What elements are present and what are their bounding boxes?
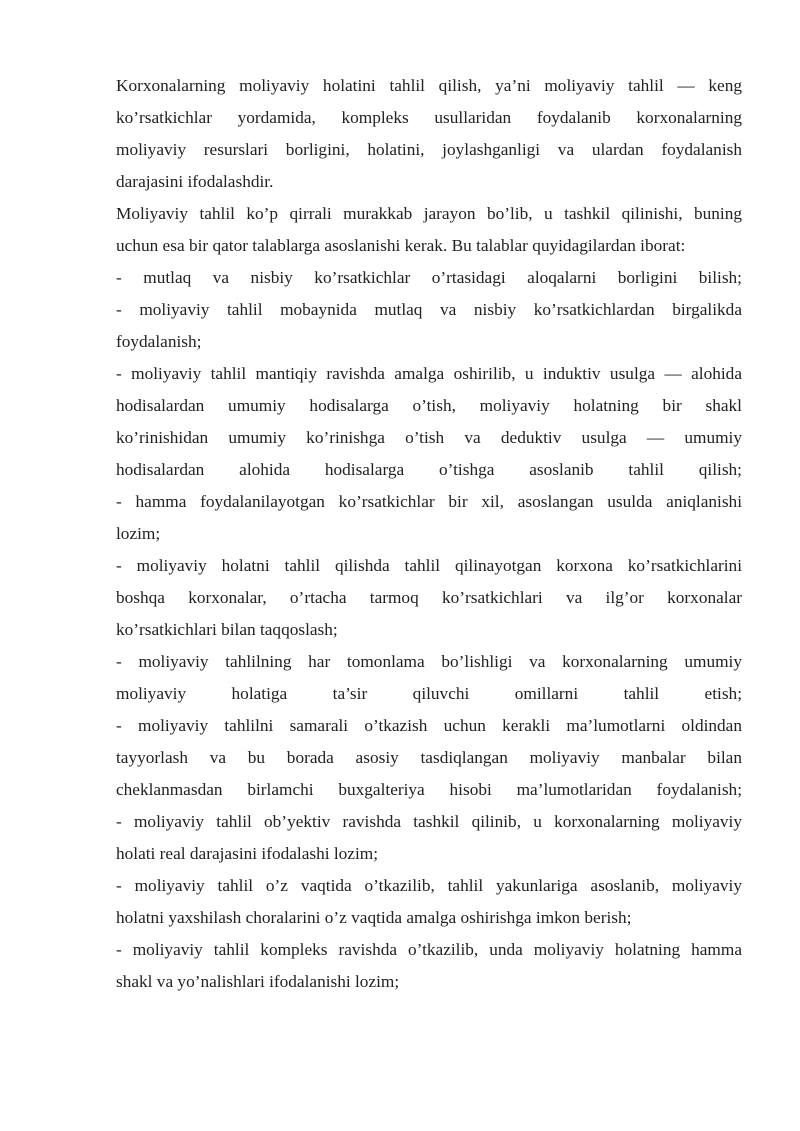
text-line: - moliyaviy tahlilning har tomonlama bo’lishligi va korxonalarning umumiy xyxy=(116,652,742,671)
paragraph xyxy=(116,198,742,262)
list-item xyxy=(116,294,742,358)
list-item xyxy=(116,934,742,998)
text-line: ko’rsatkichlar yordamida, kompleks usullaridan foydalanib korxonalarning xyxy=(116,108,742,127)
list-item xyxy=(116,870,742,934)
text-line: hodisalardan umumiy hodisalarga o’tish, moliyaviy holatning bir shakl xyxy=(116,396,742,415)
text-line: moliyaviy resurslari borligini, holatini, joylashganligi va ulardan foydalanish xyxy=(116,140,742,159)
text-line: foydalanish; xyxy=(116,332,202,351)
text-line: ko’rinishidan umumiy ko’rinishga o’tish va deduktiv usulga — umumiy xyxy=(116,428,742,447)
text-line: boshqa korxonalar, o’rtacha tarmoq ko’rsatkichlari va ilg’or korxonalar xyxy=(116,588,742,607)
text-line: holatni yaxshilash choralarini o’z vaqtida amalga oshirishga imkon berish; xyxy=(116,908,632,927)
text-line: - moliyaviy tahlil kompleks ravishda o’tkazilib, unda moliyaviy holatning hamma xyxy=(116,940,742,959)
text-line: - mutlaq va nisbiy ko’rsatkichlar o’rtasidagi aloqalarni borligini bilish; xyxy=(116,268,742,287)
list-item xyxy=(116,806,742,870)
document-page xyxy=(116,70,742,998)
text-line: cheklanmasdan birlamchi buxgalteriya hisobi ma’lumotlaridan foydalanish; xyxy=(116,780,742,799)
text-line: - moliyaviy tahlil o’z vaqtida o’tkazilib, tahlil yakunlariga asoslanib, moliyaviy xyxy=(116,876,742,895)
text-line: ko’rsatkichlari bilan taqqoslash; xyxy=(116,620,338,639)
list-item xyxy=(116,358,742,486)
text-line: uchun esa bir qator talablarga asoslanishi kerak. Bu talablar quyidagilardan iborat: xyxy=(116,236,686,255)
text-line: shakl va yo’nalishlari ifodalanishi lozim; xyxy=(116,972,400,991)
text-line: tayyorlash va bu borada asosiy tasdiqlangan moliyaviy manbalar bilan xyxy=(116,748,742,767)
list-item xyxy=(116,646,742,710)
text-line: holati real darajasini ifodalashi lozim; xyxy=(116,844,379,863)
text-line: Korxonalarning moliyaviy holatini tahlil qilish, ya’ni moliyaviy tahlil — keng xyxy=(116,76,742,95)
text-line: lozim; xyxy=(116,524,161,543)
text-line: - moliyaviy tahlil ob’yektiv ravishda tashkil qilinib, u korxonalarning moliyaviy xyxy=(116,812,742,831)
text-line: - moliyaviy tahlil mobaynida mutlaq va nisbiy ko’rsatkichlardan birgalikda xyxy=(116,300,742,319)
text-line: - moliyaviy tahlilni samarali o’tkazish uchun kerakli ma’lumotlarni oldindan xyxy=(116,716,742,735)
text-line: hodisalardan alohida hodisalarga o’tishga asoslanib tahlil qilish; xyxy=(116,460,742,479)
text-line: - moliyaviy tahlil mantiqiy ravishda amalga oshirilib, u induktiv usulga — alohida xyxy=(116,364,742,383)
text-line: Moliyaviy tahlil ko’p qirrali murakkab jarayon bo’lib, u tashkil qilinishi, buning xyxy=(116,204,742,223)
list-item xyxy=(116,550,742,646)
list-item xyxy=(116,710,742,806)
list-item xyxy=(116,486,742,550)
text-line: moliyaviy holatiga ta’sir qiluvchi omillarni tahlil etish; xyxy=(116,684,742,703)
text-line: - moliyaviy holatni tahlil qilishda tahlil qilinayotgan korxona ko’rsatkichlarini xyxy=(116,556,742,575)
text-line: darajasini ifodalashdir. xyxy=(116,172,274,191)
text-line: - hamma foydalanilayotgan ko’rsatkichlar bir xil, asoslangan usulda aniqlanishi xyxy=(116,492,742,511)
paragraph xyxy=(116,70,742,198)
list-item xyxy=(116,262,742,294)
